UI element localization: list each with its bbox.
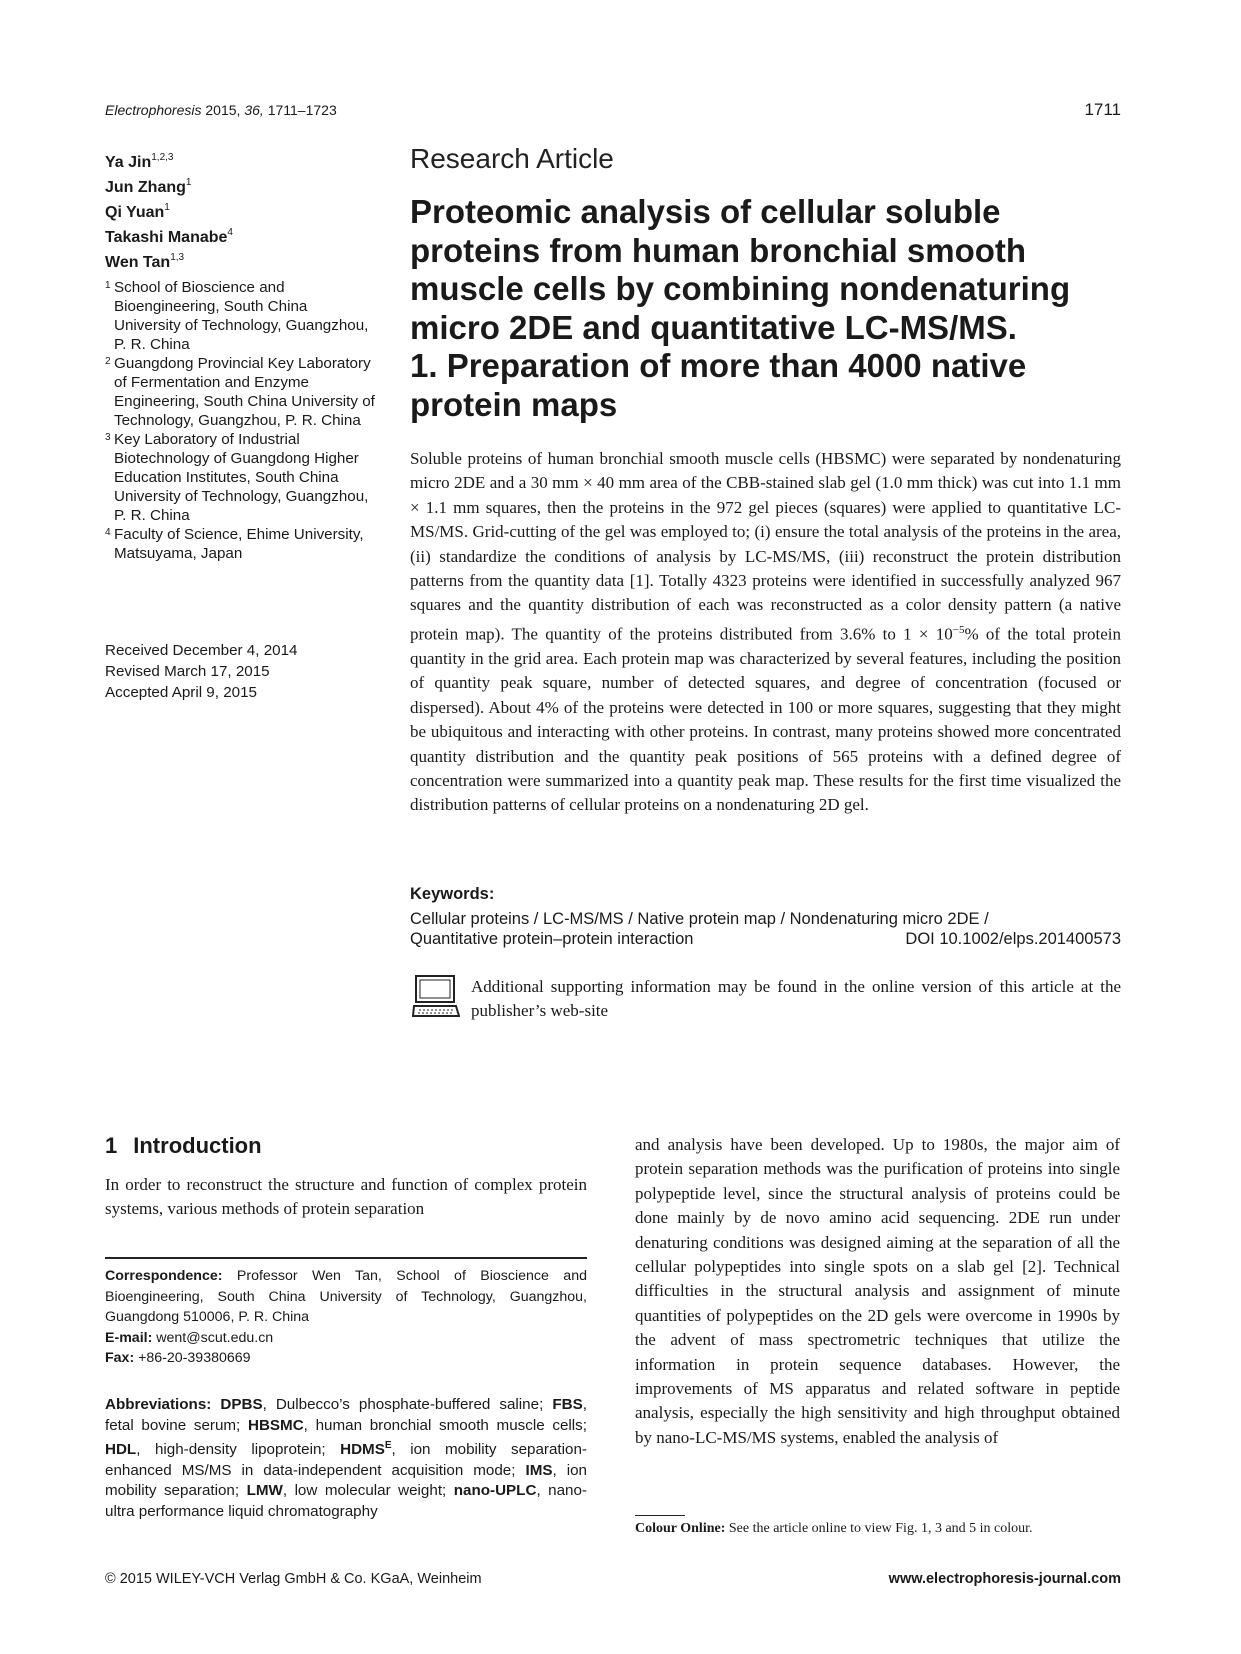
article-type: Research Article <box>410 143 614 174</box>
page-number: 1711 <box>1084 100 1121 119</box>
fax-label: Fax: <box>105 1350 135 1366</box>
copyright: © 2015 WILEY-VCH Verlag GmbH & Co. KGaA, Weinheim <box>105 1571 482 1587</box>
email-label: E-mail: <box>105 1329 153 1346</box>
keywords-heading: Keywords: <box>410 885 495 903</box>
article-title: Proteomic analysis of cellular soluble proteins from human bronchial smooth muscle cells by combining nondenaturing micro 2DE and quantitative LC-MS/MS. 1. Preparation of more than 4000 native protein maps <box>410 193 1071 423</box>
intro-paragraph: In order to reconstruct the structure and function of complex protein systems, various methods of protein separation <box>105 1175 587 1219</box>
affiliation: 1 School of Bioscience and Bioengineering, South China University of Technology, Guangzhou, P. R. China <box>105 279 369 353</box>
author: Qi Yuan$^1$ <box>105 202 170 221</box>
abbreviations: Abbreviations: DPBS, Dulbecco’s phosphate-buffered saline; FBS, fetal bovine serum; HBSMC, human bronchial smooth muscle cells; HDL, high-density lipoprotein; $HDMS^E$, ion mobility separation-enhanced MS/MS in data-independent acquisition mode; IMS, ion mobility separation; LMW, low molecular weight; nano-UPLC, nano-ultra performance liquid chromatography <box>105 1396 587 1520</box>
section-heading <box>105 1133 262 1159</box>
section-number: 1 <box>105 1133 118 1158</box>
affiliation-list <box>105 278 375 563</box>
divider <box>635 1515 685 1516</box>
article-dates <box>105 640 297 703</box>
date-accepted: Accepted April 9, 2015 <box>105 684 257 701</box>
keywords-last: Quantitative protein–protein interaction <box>410 930 694 948</box>
affiliation: 4 Faculty of Science, Ehime University, Matsuyama, Japan <box>105 526 364 562</box>
supporting-info-note: Additional supporting information may be found in the online version of this article at the publisher’s web-site <box>471 977 1121 1020</box>
section-title: Introduction <box>133 1133 262 1158</box>
journal-website-link[interactable]: www.electrophoresis-journal.com <box>888 1571 1121 1587</box>
keywords-line <box>410 930 1121 949</box>
journal-name: Electrophoresis <box>105 102 202 118</box>
abstract: Soluble proteins of human bronchial smooth muscle cells (HBSMC) were separated by nondenaturing micro 2DE and a 30 mm × 40 mm area of the CBB-stained slab gel (1.0 mm thick) was cut into 1.1 mm × 1.1 mm squares, then the proteins in the 972 gel pieces (squares) were applied to quantitative LC-MS/MS. Grid-cutting of the gel was employed to; (i) ensure the total analysis of the proteins in the area, (ii) standardize the conditions of analysis by LC-MS/MS, (iii) reconstruct the protein distribution patterns from the quantity data [1]. Totally 4323 proteins were identified in successfully analyzed 967 squares and the quantity distribution of each was reconstructed as a color density pattern (a native protein map). The quantity of the proteins distributed from 3.6% to $1 \times 10^{-5}\%$ of the total protein quantity in the grid area. Each protein map was characterized by several features, including the position of quantity peak square, number of detected squares, and degree of concentration (focused or dispersed). About 4% of the proteins were detected in 100 or more squares, suggesting that they might be ubiquitous and interacting with other proteins. In contrast, many proteins showed more concentrated quantity distribution and the quantity peak positions of 565 proteins with a defined degree of concentration were summarized into a quantity peak map. These results for the first time visualized the distribution patterns of cellular proteins on a nondenaturing 2D gel. <box>410 449 1121 815</box>
keywords-line: Cellular proteins / LC-MS/MS / Native protein map / Nondenaturing micro 2DE / <box>410 910 989 928</box>
journal-volume: 36, <box>244 102 264 118</box>
correspondence: Correspondence: Professor Wen Tan, School of Bioscience and Bioengineering, South China University of Technology, Guangzhou, Guangdong 510006, P. R. China E-mail: went@scut.edu.cn Fax: +86-20-39380669 <box>105 1268 587 1366</box>
journal-pages: 1711–1723 <box>267 102 337 118</box>
author-list <box>105 148 233 273</box>
author: Wen Tan$^{1,3}$ <box>105 252 185 271</box>
email-link[interactable]: went@scut.edu.cn <box>156 1329 274 1346</box>
divider <box>105 1257 587 1259</box>
fax-number: +86-20-39380669 <box>138 1350 251 1366</box>
date-revised: Revised March 17, 2015 <box>105 663 270 680</box>
journal-citation <box>105 102 337 118</box>
intro-paragraph: and analysis have been developed. Up to 1980s, the major aim of protein separation methods was the purification of proteins into single polypeptide level, since the structural analysis of proteins could be done mainly by de novo amino acid sequencing. 2DE run under denaturing conditions was designed aiming at the separation of all the cellular polypeptides into single spots on a slab gel [2]. Technical difficulties in the structural analysis and assignment of minute quantities of polypeptides on the 2D gels were overcome in 1990s by the advent of mass spectrometric techniques that utilize the information in protein sequence databases. However, the improvements of MS apparatus and related software in peptide analysis, especially the high sensitivity and high throughput obtained by nano-LC-MS/MS systems, enabled the analysis of <box>635 1135 1120 1447</box>
author: Jun Zhang$^1$ <box>105 177 192 196</box>
journal-year: 2015, <box>205 102 241 118</box>
abbreviations-label: Abbreviations: <box>105 1396 212 1413</box>
computer-icon <box>412 974 460 1018</box>
author: Takashi Manabe$^4$ <box>105 227 233 246</box>
author: Ya Jin$^{1,2,3}$ <box>105 152 174 171</box>
date-received: Received December 4, 2014 <box>105 642 298 659</box>
affiliation: 3 Key Laboratory of Industrial Biotechnology of Guangdong Higher Education Institutes, South China University of Technology, Guangzhou, P. R. China <box>105 431 369 524</box>
doi[interactable]: DOI 10.1002/elps.201400573 <box>905 930 1121 948</box>
correspondence-label: Correspondence: <box>105 1268 223 1284</box>
affiliation: 2 Guangdong Provincial Key Laboratory of Fermentation and Enzyme Engineering, South China University of Technology, Guangzhou, P. R. China <box>105 355 375 429</box>
colour-online-note: Colour Online: See the article online to view Fig. 1, 3 and 5 in colour. <box>635 1521 1033 1536</box>
